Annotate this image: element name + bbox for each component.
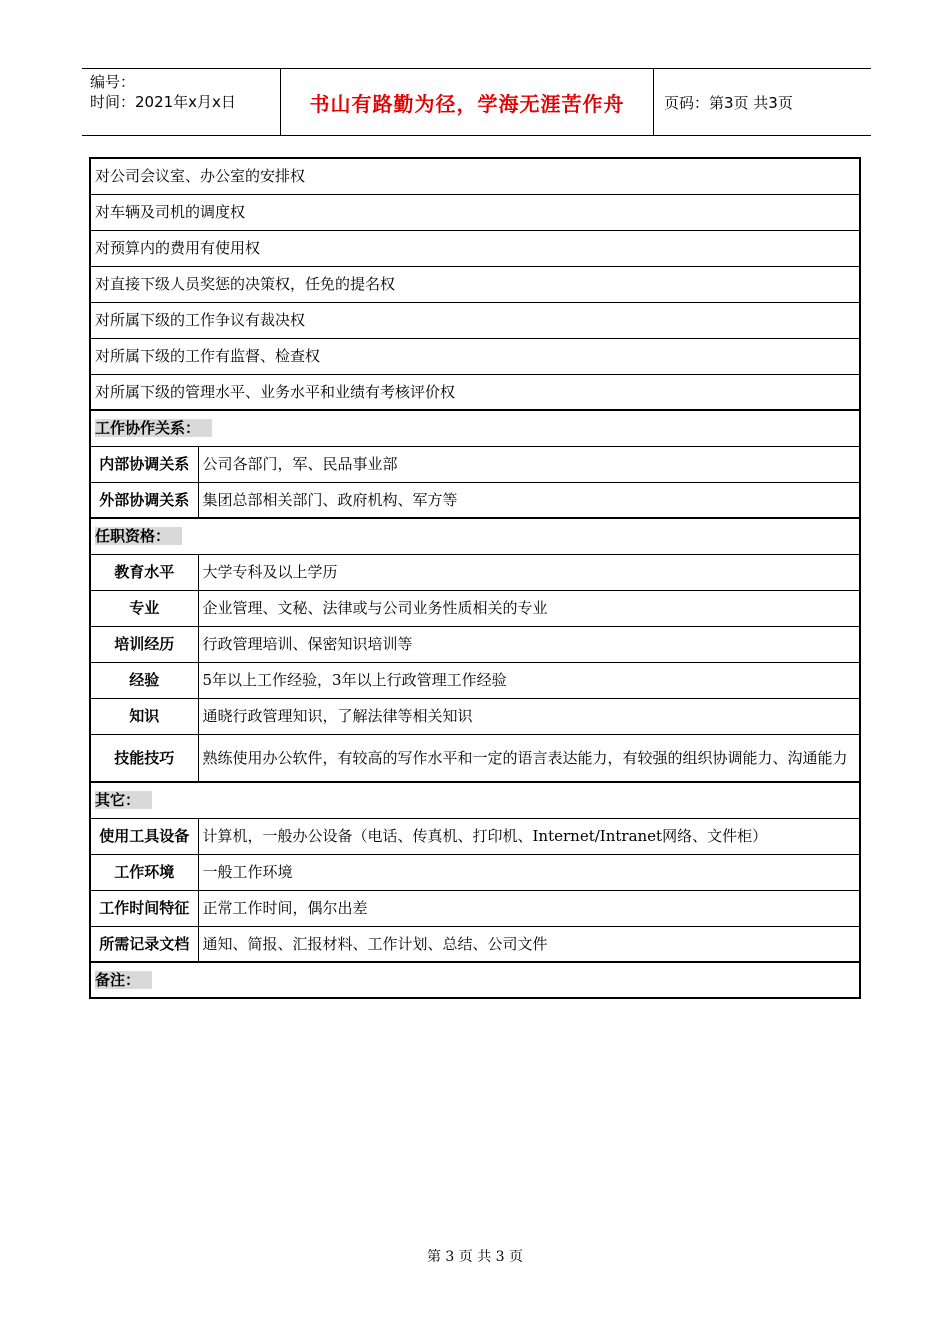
- authority-row: [90, 338, 860, 374]
- cooperation-label: 外部协调关系: [90, 482, 198, 518]
- authority-row: [90, 302, 860, 338]
- authority-text: 对所属下级的管理水平、业务水平和业绩有考核评价权: [90, 374, 860, 410]
- header-slogan-cell: [281, 69, 654, 135]
- other-label: 工作时间特征: [90, 890, 198, 926]
- qualification-label: 经验: [90, 662, 198, 698]
- authority-row: [90, 266, 860, 302]
- qualification-label: 技能技巧: [90, 734, 198, 782]
- cooperation-row: [90, 482, 860, 518]
- other-label: 使用工具设备: [90, 818, 198, 854]
- cooperation-row: [90, 446, 860, 482]
- other-value: 正常工作时间，偶尔出差: [198, 890, 860, 926]
- other-label: 所需记录文档: [90, 926, 198, 962]
- document-number-label: 编号：: [90, 73, 136, 91]
- qualification-value: 通晓行政管理知识，了解法律等相关知识: [198, 698, 860, 734]
- other-row: [90, 818, 860, 854]
- other-row: [90, 854, 860, 890]
- qualification-label: 教育水平: [90, 554, 198, 590]
- header-info-cell: [82, 69, 281, 135]
- header-slogan: 书山有路勤为径，学海无涯苦作舟: [309, 91, 625, 116]
- qualification-value: 5年以上工作经验，3年以上行政管理工作经验: [198, 662, 860, 698]
- authority-row: [90, 158, 860, 194]
- authority-row: [90, 230, 860, 266]
- qualification-label: 专业: [90, 590, 198, 626]
- authority-text: 对所属下级的工作有监督、检查权: [90, 338, 860, 374]
- section-header-row: [90, 962, 860, 998]
- header-page-info: 页码：第3页 共3页: [664, 93, 793, 112]
- authority-text: 对直接下级人员奖惩的决策权，任免的提名权: [90, 266, 860, 302]
- qualification-row: [90, 698, 860, 734]
- qualification-label: 培训经历: [90, 626, 198, 662]
- qualification-row: [90, 554, 860, 590]
- cooperation-value: 集团总部相关部门、政府机构、军方等: [198, 482, 860, 518]
- other-value: 通知、简报、汇报材料、工作计划、总结、公司文件: [198, 926, 860, 962]
- other-row: [90, 926, 860, 962]
- other-value: 计算机，一般办公设备（电话、传真机、打印机、Internet/Intranet网络、文件柜）: [198, 818, 860, 854]
- other-label: 工作环境: [90, 854, 198, 890]
- authority-text: 对预算内的费用有使用权: [90, 230, 860, 266]
- page-header: [82, 68, 871, 136]
- other-row: [90, 890, 860, 926]
- authority-row: [90, 194, 860, 230]
- section-header-row: [90, 782, 860, 818]
- qualification-value: 熟练使用办公软件，有较高的写作水平和一定的语言表达能力，有较强的组织协调能力、沟通能力: [198, 734, 860, 782]
- document-time-label: 时间：2021年x月x日: [90, 93, 236, 111]
- qualification-value: 企业管理、文秘、法律或与公司业务性质相关的专业: [198, 590, 860, 626]
- cooperation-value: 公司各部门，军、民品事业部: [198, 446, 860, 482]
- authority-text: 对车辆及司机的调度权: [90, 194, 860, 230]
- authority-row: [90, 374, 860, 410]
- qualification-row: [90, 590, 860, 626]
- qualification-label: 知识: [90, 698, 198, 734]
- qualification-row: [90, 662, 860, 698]
- qualification-row: [90, 626, 860, 662]
- other-value: 一般工作环境: [198, 854, 860, 890]
- page-footer: 第 3 页 共 3 页: [426, 1249, 524, 1265]
- section-header-row: [90, 410, 860, 446]
- qualification-row: [90, 734, 860, 782]
- cooperation-label: 内部协调关系: [90, 446, 198, 482]
- authority-text: 对公司会议室、办公室的安排权: [90, 158, 860, 194]
- remarks-section-title: 备注：: [90, 962, 860, 998]
- qualification-section-title: 任职资格：: [90, 518, 860, 554]
- section-header-row: [90, 518, 860, 554]
- job-description-table: [89, 157, 861, 999]
- other-section-title: 其它：: [90, 782, 860, 818]
- qualification-value: 行政管理培训、保密知识培训等: [198, 626, 860, 662]
- cooperation-section-title: 工作协作关系：: [90, 410, 860, 446]
- qualification-value: 大学专科及以上学历: [198, 554, 860, 590]
- authority-text: 对所属下级的工作争议有裁决权: [90, 302, 860, 338]
